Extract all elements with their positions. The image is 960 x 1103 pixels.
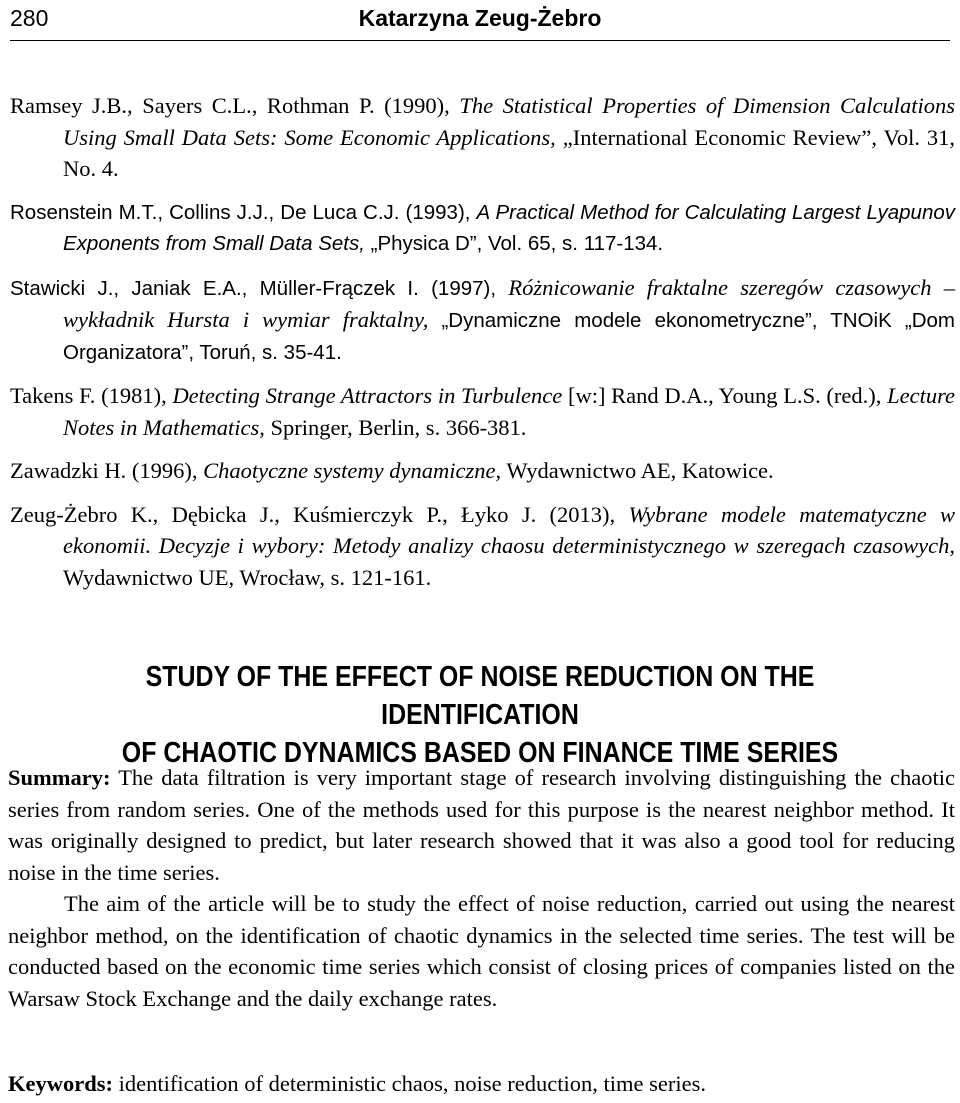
reference-authors: Stawicki J., Janiak E.A., Müller-Frączek I. (1997),	[10, 276, 497, 300]
reference-title: Różnicowanie fraktalne szeregów czasowych – wykładnik Hursta i wymiar fraktalny,	[63, 274, 955, 332]
reference-item	[10, 455, 955, 487]
reference-authors: Rosenstein M.T., Collins J.J., De Luca C.J. (1993),	[10, 200, 471, 224]
reference-source: „International Economic Review”, Vol. 31, No. 4.	[63, 124, 956, 181]
reference-authors: Zawadzki H. (1996),	[10, 458, 198, 483]
reference-item	[10, 380, 955, 443]
summary-text: The data filtration is very important stage of research involving distinguishing the chaotic series from random series. One of the methods used for this purpose is the nearest neighbor method. It was originally designed to predict, but later research showed that it was also a good tool for reducing noise in the time series.	[8, 765, 955, 885]
reference-source: Wydawnictwo UE, Wrocław, s. 121-161.	[63, 564, 432, 590]
running-header	[10, 2, 950, 42]
summary-paragraph: The aim of the article will be to study the effect of noise reduction, carried out using the nearest neighbor method, on the identification of chaotic dynamics in the selected time series. The test will be conducted based on the economic time series which consist of closing prices of companies listed on the Warsaw Stock Exchange and the daily exchange rates.	[8, 891, 955, 1011]
reference-item	[10, 90, 955, 185]
reference-source: „Physica D”, Vol. 65, s. 117-134.	[370, 232, 664, 255]
article-title-line: STUDY OF THE EFFECT OF NOISE REDUCTION ON THE IDENTIFICATION	[145, 661, 815, 731]
reference-title: Chaotyczne systemy dynamiczne,	[203, 458, 502, 483]
reference-title: Detecting Strange Attractors in Turbulence	[172, 383, 563, 408]
header-rule	[10, 40, 950, 41]
reference-source: Wydawnictwo AE, Katowice.	[506, 458, 774, 483]
reference-list	[10, 90, 955, 605]
keywords-label: Keywords:	[8, 1071, 113, 1096]
reference-item	[10, 197, 955, 260]
reference-title: The Statistical Properties of Dimension Calculations Using Small Data Sets: Some Economic Applications,	[63, 93, 956, 150]
reference-item	[10, 272, 955, 369]
reference-series-title: Lecture Notes in Mathematics,	[63, 383, 956, 440]
summary-paragraph	[8, 762, 955, 888]
reference-authors: Takens F. (1981),	[10, 383, 167, 408]
reference-item	[10, 499, 955, 594]
summary-label: Summary:	[8, 765, 111, 790]
reference-title: A Practical Method for Calculating Largest Lyapunov Exponents from Small Data Sets,	[63, 200, 955, 255]
article-title	[67, 658, 893, 772]
reference-title: Wybrane modele matematyczne w ekonomii. Decyzje i wybory: Metody analizy chaosu deterministycznego w szeregach czasowych,	[63, 501, 955, 558]
reference-authors: Zeug-Żebro K., Dębicka J., Kuśmierczyk P., Łyko J. (2013),	[10, 501, 616, 527]
running-header-author: Katarzyna Zeug-Żebro	[358, 5, 602, 31]
page-number: 280	[10, 5, 49, 31]
keywords-text: identification of deterministic chaos, noise reduction, time series.	[118, 1071, 706, 1096]
article-title-line: OF CHAOTIC DYNAMICS BASED ON FINANCE TIME SERIES	[121, 737, 839, 769]
reference-source: „Dynamiczne modele ekonometryczne”, TNOiK „Dom Organizatora”, Toruń, s. 35-41.	[63, 309, 955, 364]
keywords-section	[8, 1068, 955, 1100]
reference-source: Springer, Berlin, s. 366-381.	[270, 414, 527, 440]
reference-authors: Ramsey J.B., Sayers C.L., Rothman P. (1990),	[10, 93, 450, 118]
reference-editors: [w:] Rand D.A., Young L.S. (red.),	[567, 383, 882, 408]
summary-section	[8, 762, 955, 1014]
